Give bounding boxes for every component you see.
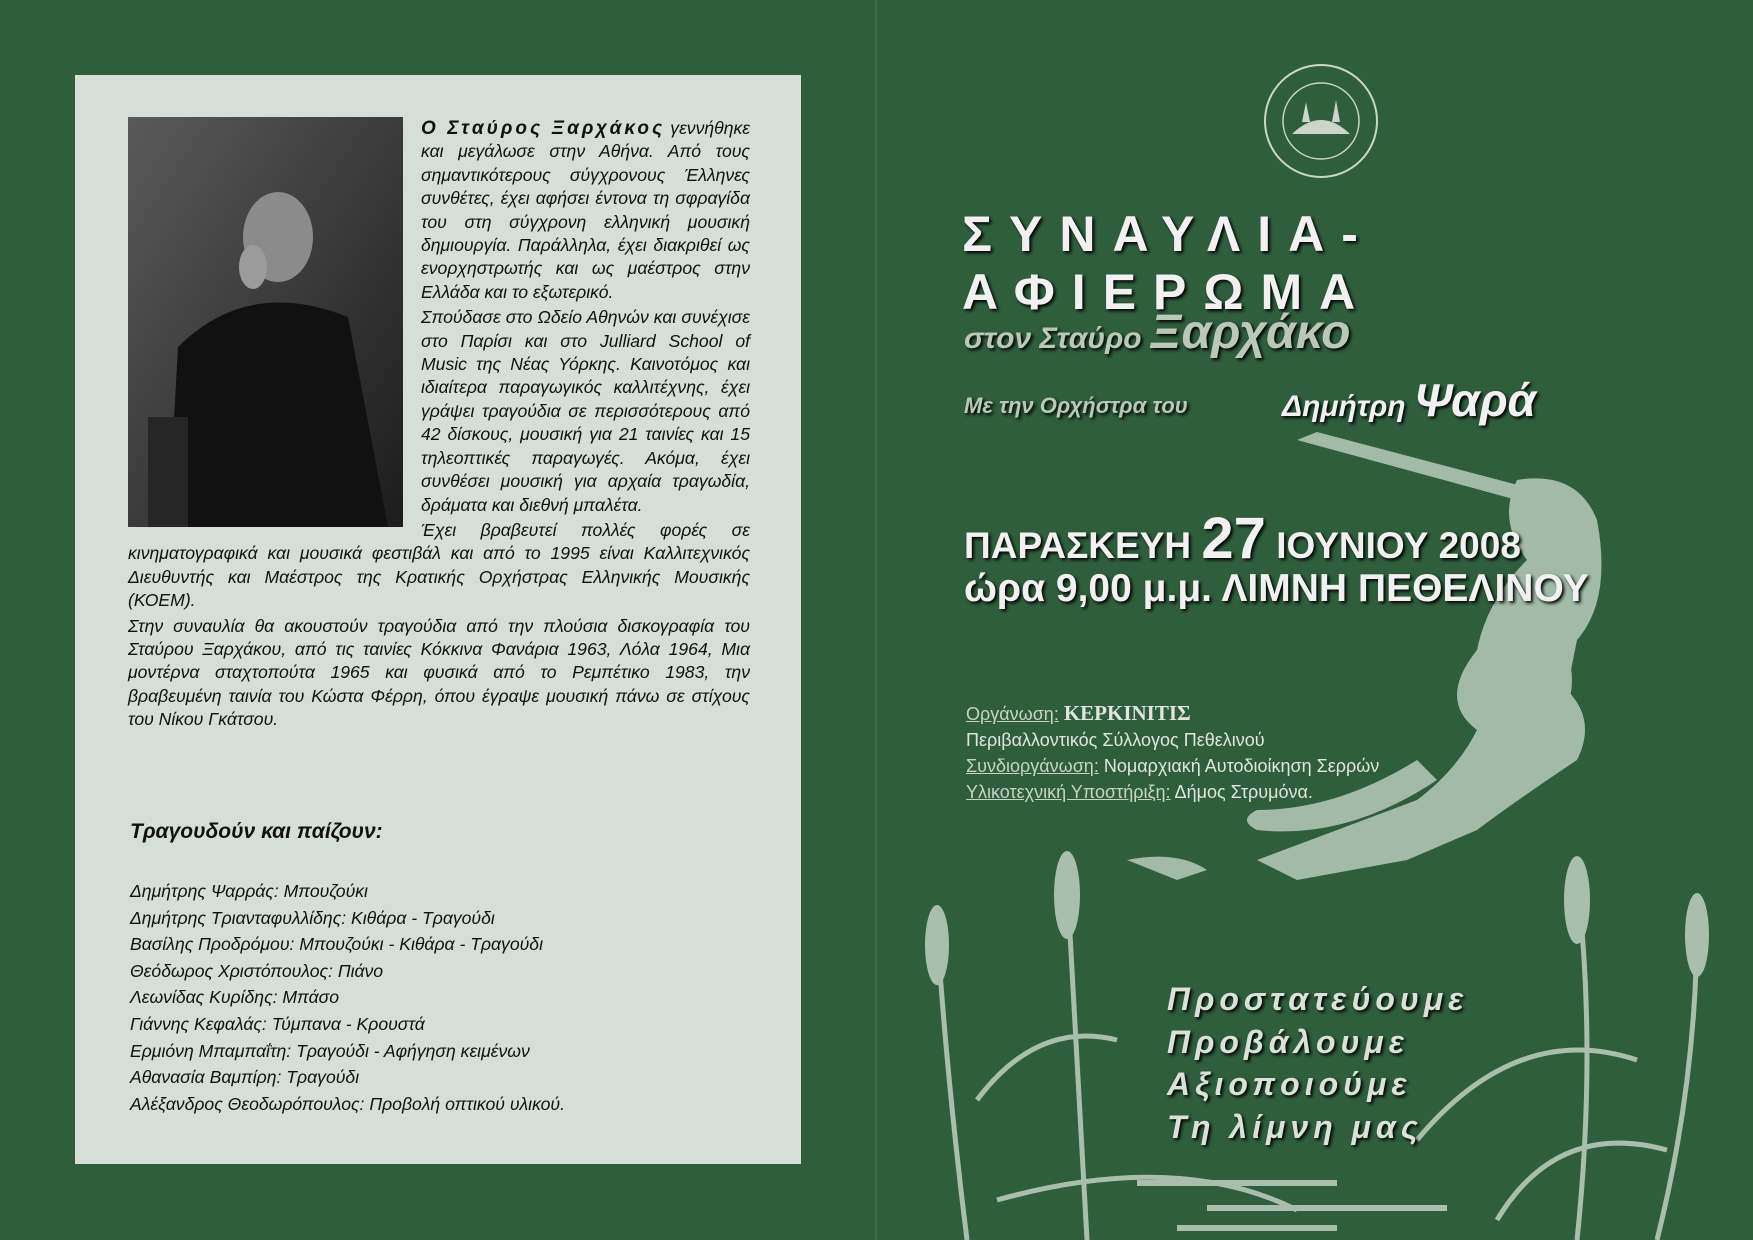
conductor-first: Δημήτρη xyxy=(1282,390,1406,423)
co-value: Νομαρχιακή Αυτοδιοίκηση Σερρών xyxy=(1103,756,1380,776)
players-list xyxy=(130,878,565,1117)
right-panel xyxy=(877,0,1753,1240)
orchestra-label: Με την Ορχήστρα του xyxy=(964,393,1188,418)
conductor-name xyxy=(1282,373,1536,427)
biography xyxy=(128,117,750,734)
dedication xyxy=(964,305,1350,360)
event-date xyxy=(964,505,1521,572)
support-label: Υλικοτεχνική Υποστήριξη: xyxy=(966,782,1171,802)
player-item: Ερμιόνη Μπαμπαΐτη: Τραγούδι - Αφήγηση κειμένων xyxy=(130,1040,530,1061)
event-weekday: ΠΑΡΑΣΚΕΥΗ xyxy=(964,525,1192,566)
event-day: 27 xyxy=(1201,506,1266,571)
co-label: Συνδιοργάνωση: xyxy=(966,756,1099,776)
dedication-prefix: στον Σταύρο xyxy=(964,322,1142,355)
player-item: Δημήτρης Τριανταφυλλίδης: Κιθάρα - Τραγούδι xyxy=(130,907,495,928)
association-logo xyxy=(1262,62,1380,180)
slogan-line: Τη λίμνη μας xyxy=(1167,1108,1423,1145)
player-item: Γιάννης Κεφαλάς: Τύμπανα - Κρουστά xyxy=(130,1013,425,1034)
player-item: Βασίλης Προδρόμου: Μπουζούκι - Κιθάρα - Τραγούδι xyxy=(130,934,543,955)
slogan-line: Προστατεύουμε xyxy=(1167,981,1469,1017)
org-line2: Περιβαλλοντικός Σύλλογος Πεθελινού xyxy=(966,730,1265,750)
org-label: Οργάνωση: xyxy=(966,704,1059,724)
bio-paragraph-3: Έχει βραβευτεί πολλές φορές σε κινηματογραφικά και μουσικά φεστιβάλ και από το 1995 είναι Καλλιτεχνικός Διευθυντής και Μαέστρος της Κρατικής Ορχήστρας Ελληνικής Μουσικής (ΚΟΕΜ). xyxy=(128,519,750,611)
player-item: Αλέξανδρος Θεοδωρόπουλος: Προβολή οπτικού υλικού. xyxy=(130,1093,565,1114)
bio-paragraph-1: γεννήθηκε και μεγάλωσε στην Αθήνα. Από τους σημαντικότερους σύγχρονους Έλληνες συνθέτες, έχει αφήσει έντονα τη σφραγίδα του στη σύγχρονη ελληνική μουσική δημιουργία. Παράλληλα, έχει διακριθεί ως ενορχηστρωτής και ως μαέστρος στην Ελλάδα και το εξωτερικό. xyxy=(421,118,750,302)
player-item: Αθανασία Βαμπίρη: Τραγούδι xyxy=(130,1067,360,1088)
player-item: Λεωνίδας Κυρίδης: Μπάσο xyxy=(130,987,340,1008)
slogan-line: Αξιοποιούμε xyxy=(1167,1066,1412,1102)
org-value: ΚΕΡΚΙΝΙΤΙΣ xyxy=(1063,701,1191,725)
organizers xyxy=(966,700,1379,805)
slogan-line: Προβάλουμε xyxy=(1167,1023,1410,1060)
bio-lead: Ο Σταύρος Ξαρχάκος xyxy=(421,118,666,139)
player-item: Δημήτρης Ψαρράς: Μπουζούκι xyxy=(130,881,368,901)
support-value: Δήμος Στρυμόνα. xyxy=(1174,782,1313,802)
concert-title: ΣΥΝΑΥΛΙΑ-ΑΦΙΕΡΩΜΑ xyxy=(962,206,1375,320)
players-title: Τραγουδούν και παίζουν: xyxy=(130,820,383,843)
bio-paragraph-4: Στην συναυλία θα ακουστούν τραγούδια από την πλούσια δισκογραφία του Σταύρου Ξαρχάκου, από τις ταινίες Κόκκινα Φανάρια 1963, Λόλα 1964, Μια μοντέρνα σταχτοπούτα 1965 και φυσικά από το Ρεμπέτικο 1983, την βραβευμένη ταινία του Κώστα Φέρρη, όπου έγραψε μουσική πάνω σε στίχους του Νίκου Γκάτσου. xyxy=(128,615,750,730)
event-month-year: ΙΟΥΝΙΟΥ 2008 xyxy=(1276,525,1521,566)
bio-paragraph-2: Σπούδασε στο Ωδείο Αθηνών και συνέχισε στο Παρίσι και στο Julliard School of Music της Νέας Υόρκης. Καινοτόμος και ιδιαίτερα παραγωγικός καλλιτέχνης, έχει γράψει τραγούδια σε περισσότερους από 42 δίσκους, μουσική για 21 ταινίες και 15 τηλεοπτικές παραγωγές. Ακόμα, έχει συνθέσει μουσική για αρχαία τραγωδία, δράματα και διεθνή μπαλέτα. xyxy=(421,307,750,515)
player-item: Θεόδωρος Χριστόπουλος: Πιάνο xyxy=(130,960,384,981)
event-time-place: ώρα 9,00 μ.μ. ΛΙΜΝΗ ΠΕΘΕΛΙΝΟΥ xyxy=(964,567,1589,610)
slogan xyxy=(1167,978,1468,1148)
conductor-last: Ψαρά xyxy=(1413,374,1537,426)
composer-name: Ξαρχάκο xyxy=(1149,306,1351,359)
